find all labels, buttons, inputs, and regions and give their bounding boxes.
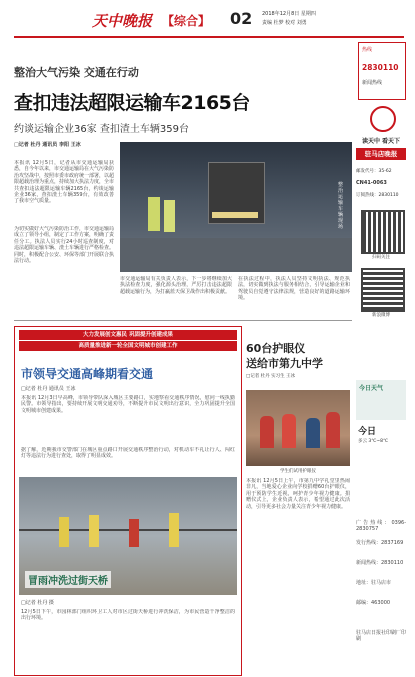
contact-5: 邮编：463000 — [356, 600, 391, 606]
newspaper-logo: 天中晚报 — [92, 12, 153, 30]
qr2-caption: 新浪微博 — [372, 313, 390, 318]
traffic-body: 本报讯 12月3日早高峰，市领导带队深入城区主要路口，实地察看交通秩序情况，慰问一线执勤民警。市领导指出，要持续开展文明交通劝导，不断提升市民文明出行意识，全力巩固提升全国文明城市创建成果。 — [21, 395, 235, 414]
civic-banner-2: 高质量推进新一轮全国文明城市创建工作 — [19, 341, 237, 351]
hotline-number: 2830110 — [362, 63, 399, 72]
worker-2 — [89, 515, 99, 547]
lead-photo — [120, 142, 352, 272]
health-photo-caption: 学生们试用护眼仪 — [280, 469, 316, 474]
lead-subhead: 约谈运输企业36家 查扣渣土车辆359台 — [14, 124, 189, 135]
traffic-body-2: 据了解，近期我市交警部门在城区重点路口开展交通秩序整治行动，对机动车不礼让行人、闯红灯等违法行为进行查处，取得了明显成效。 — [21, 447, 235, 460]
weather-title: 今日天气 — [359, 385, 384, 392]
contact-4: 地址：驻马店市 — [356, 580, 392, 586]
mascot-icon — [370, 106, 396, 132]
lead-photo-caption: 整治运输车辆现场 — [338, 182, 344, 230]
traffic-byline: □记者 杜丹 通讯员 王冰 — [21, 386, 76, 392]
student-figure-4 — [326, 412, 340, 448]
masthead-rule — [14, 36, 404, 38]
student-figure-3 — [306, 418, 320, 448]
lead-column-1: 本报讯 12月5日，记者从市交通运输局获悉，自今年以来，市交通运输局在大气污染防治攻坚战中，按照市委市政府统一部署，以超限超载治理为重点，持续加大执法力度，全市共查扣违法超限运输车辆2165台，约谈运输企业36家，查扣渣土车辆359台，有效改善了我市空气质量。 — [14, 160, 114, 205]
weather-day: 今日 — [358, 427, 377, 437]
banner-red: 驻马店晚报 — [356, 148, 406, 160]
traffic-box — [14, 326, 242, 676]
contact-2: 发行热线：2837169 — [356, 540, 404, 546]
editor-meta: 责编 杜梦 校对 刘勇 — [262, 20, 307, 26]
health-body: 本报讯 12月5日上午，市第九中学礼堂里热闹非凡，当地爱心企业向学校捐赠60台护眼仪，用于预防学生近视，呵护青少年视力健康。捐赠仪式上，企业负责人表示，希望通过此次活动，引导更多社会力量关注青少年视力健康。 — [246, 478, 350, 510]
hotline-sub: 新闻热线 — [362, 80, 383, 86]
contact-3: 新闻热线：2830110 — [356, 560, 404, 566]
traffic-title: 市领导交通高峰期看交通 — [21, 367, 154, 381]
cn-number: CN41-0063 — [356, 180, 387, 186]
classroom-photo — [246, 390, 350, 466]
health-byline: □记者 杜丹 实习生 王冰 — [246, 374, 296, 379]
section-name: 【综合】 — [162, 14, 211, 28]
qr-code-icon-2 — [361, 268, 405, 312]
weather-box — [356, 380, 406, 420]
section-divider — [14, 320, 352, 321]
truck-lights — [212, 212, 258, 218]
bridge-photo-title: 冒雨冲洗过街天桥 — [25, 571, 111, 588]
worker-4 — [169, 513, 179, 547]
civic-banner-1: 大力发展创文惠民 巩固提升创建成果 — [19, 330, 237, 340]
lead-column-3: 市交通运输局有关负责人表示，下一步将继续加大执法检查力度，强化源头治理，严厉打击违法超限超载运输行为，为打赢蓝天保卫战作出积极贡献。 — [120, 276, 232, 295]
right-ad-column — [356, 40, 406, 670]
lead-column-4: 在执法过程中，执法人员坚持文明执法、规范执法，切实做到执法与服务相结合，引导运输企业和驾驶员自觉遵守法律法规，营造良好的道路运输环境。 — [238, 276, 350, 302]
qr-code-icon — [361, 210, 405, 254]
road-surface — [120, 238, 352, 272]
worker-1 — [59, 517, 69, 547]
issue-date: 2018年12月8日 星期四 — [262, 11, 316, 17]
worker-3 — [129, 519, 139, 547]
print-note: 驻马店日报社印刷厂印刷 — [356, 630, 407, 643]
health-title-1: 60台护眼仪 — [246, 342, 306, 355]
qr1-caption: 扫码关注 — [372, 255, 390, 260]
student-figure-1 — [260, 416, 274, 448]
lead-column-2: 为切实做好大气污染防治工作，市交通运输局成立了领导小组，制定了工作方案，明确了责任分工。执法人员实行24小时巡查制度，对违法超限运输车辆、渣土车辆进行严格检查。同时，积极配合公安、环保等部门开展联合执法行动。 — [14, 226, 114, 265]
contact-1: 广告热线：0396-2830757 — [356, 520, 406, 533]
officer-figure-2 — [164, 200, 175, 232]
bridge-railing — [19, 529, 237, 531]
lead-byline: □记者 杜丹 通讯员 李阳 王冰 — [14, 142, 81, 148]
bridge-cleaning-photo — [19, 477, 237, 595]
distribution-code: 邮发代号：35-62 — [356, 169, 392, 174]
student-figure-2 — [282, 414, 296, 448]
subscription-phone: 订阅热线：2830110 — [356, 193, 399, 198]
officer-figure — [148, 197, 160, 231]
lead-headline: 查扣违法超限运输车2165台 — [14, 92, 250, 114]
lead-kicker: 整治大气污染 交通在行动 — [14, 66, 139, 79]
weather-desc: 多云 3℃~8℃ — [358, 439, 389, 444]
banner-top: 读天中 看天下 — [361, 138, 401, 145]
bridge-body: 12月5日下午，市园林部门组织环卫工人对市区过街天桥进行冲洗保洁，为市民营造干净整洁的出行环境。 — [21, 609, 235, 622]
bridge-byline: □记者 杜丹 摄 — [21, 600, 54, 606]
health-title-2: 送给市第九中学 — [246, 357, 323, 370]
page-number: 02 — [230, 9, 253, 28]
hotline-label: 热线 — [362, 47, 373, 53]
hotline-box — [358, 42, 406, 100]
